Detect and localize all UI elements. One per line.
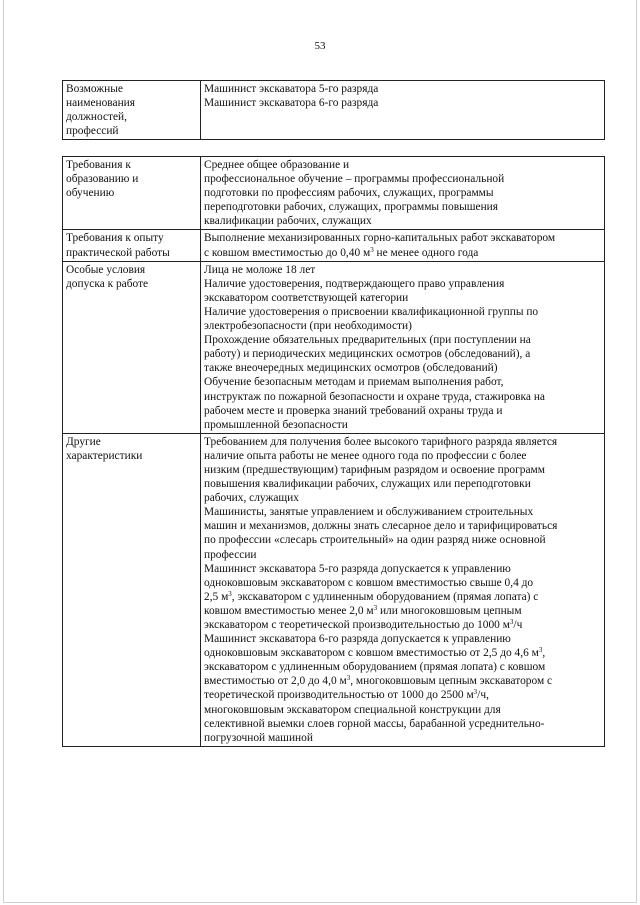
value-line: инструктаж по пожарной безопасности и охране труда, стажировка на (204, 390, 545, 403)
value-line: работу) и периодических медицинских осмотров (обследований), а (204, 348, 531, 361)
text-run: , (542, 647, 546, 660)
text-run: наличие опыта работы не менее одного года по профессии с более (204, 449, 527, 462)
value-line: Обучение безопасным методам и приемам выполнения работ, (204, 376, 504, 389)
text-run: с ковшом вместимостью до 0,40 м (204, 246, 371, 259)
value-line: профессиональное обучение – программы профессиональной (204, 173, 505, 186)
value-line: Наличие удостоверения о присвоении квалификационной группы по (204, 305, 539, 318)
value-line: промышленной безопасности (204, 418, 348, 431)
value-line (204, 590, 601, 604)
value-line: Среднее общее образование и (204, 159, 350, 171)
label-line: практической работы (66, 246, 170, 259)
text-run: одноковшовым экскаватором с ковшом вместимостью свыше 0,4 до (204, 576, 534, 589)
text-run: по профессии «слесарь строительный» на один разряд ниже основной (204, 534, 546, 547)
text-run: Требованием для получения более высокого тарифного разряда является (204, 435, 558, 448)
text-run: Машинист экскаватора 6-го разряда допускается к управлению (204, 633, 511, 646)
superscript: 3 (538, 646, 543, 655)
education-value-cell (201, 157, 605, 230)
table-row (63, 230, 605, 261)
value-line (204, 646, 601, 660)
value-line: также внеочередных медицинских осмотров (обследований) (204, 362, 498, 375)
text-run: экскаватором с теоретической производительностью до 1000 м (204, 619, 510, 631)
value-line (204, 717, 601, 731)
value-line (204, 688, 601, 702)
text-run: погрузочной машиной (204, 731, 313, 744)
label-line: образованию и (66, 173, 139, 186)
value-line (204, 604, 601, 618)
admission-value-cell (201, 261, 605, 433)
other-label-cell (63, 433, 201, 746)
text-run: или многоковшовым цепным (377, 604, 522, 617)
value-line (204, 660, 601, 674)
label-line: обучению (66, 187, 115, 200)
label-line: Возможные (66, 83, 123, 95)
superscript: 3 (228, 589, 232, 598)
superscript: 3 (509, 618, 514, 626)
value-line (204, 548, 601, 562)
value-line: Машинист экскаватора 6-го разряда (204, 97, 379, 110)
value-line (204, 477, 601, 491)
value-line (204, 632, 601, 646)
label-line: Требования к (66, 159, 131, 171)
experience-value-cell (201, 230, 605, 261)
text-run: ковшом вместимостью менее 2,0 м (204, 604, 374, 617)
label-line: Требования к опыту (66, 232, 164, 245)
text-run: /ч, (477, 689, 489, 702)
value-line (204, 491, 601, 505)
admission-label-cell (63, 261, 201, 433)
label-line: характеристики (66, 449, 143, 462)
text-run: низким (предшествующим) тарифным разрядом и освоение программ (204, 463, 545, 476)
label-line: профессий (66, 125, 119, 138)
table-row (63, 157, 605, 230)
text-run: , многоковшовым цепным экскаватором с (350, 675, 553, 688)
value-line (204, 519, 601, 533)
value-line (204, 703, 601, 717)
table-row (63, 433, 605, 746)
table-row (63, 261, 605, 433)
value-line: Машинист экскаватора 5-го разряда (204, 83, 379, 95)
superscript: 3 (373, 603, 378, 612)
text-run: повышения квалификации рабочих, служащих или переподготовки (204, 478, 531, 491)
label-line: Особые условия (66, 263, 146, 276)
text-run: , экскаватором с удлиненным оборудованием (прямая лопата) с (231, 590, 539, 603)
label-line: должностей, (66, 111, 128, 124)
value-line (204, 674, 601, 688)
text-run: профессии (204, 548, 257, 561)
text-run: машин и механизмов, должны знать слесарное дело и тарифицироваться (204, 520, 558, 533)
value-line: Прохождение обязательных предварительных (при поступлении на (204, 334, 531, 347)
requirements-table (62, 156, 605, 747)
text-run: Машинисты, занятые управлением и обслуживанием строительных (204, 506, 534, 519)
label-line: допуска к работе (66, 277, 149, 290)
text-run: Машинист экскаватора 5-го разряда допускается к управлению (204, 562, 511, 575)
positions-label-cell (63, 81, 201, 140)
text-run: многоковшовым экскаватором специальной конструкции для (204, 703, 501, 716)
text-run: не менее одного года (373, 246, 479, 259)
value-line (204, 562, 601, 576)
text-run: /ч (513, 619, 523, 631)
value-line: рабочем месте и проверка знаний требований охраны труда и (204, 404, 503, 417)
value-line: квалификации рабочих, служащих (204, 215, 372, 228)
value-line: электробезопасности (при необходимости) (204, 320, 412, 333)
value-line: Лица не моложе 18 лет (204, 263, 316, 276)
education-label-cell (63, 157, 201, 230)
experience-label-cell (63, 230, 201, 261)
value-line (204, 576, 601, 590)
value-line: экскаватором соответствующей категории (204, 291, 409, 304)
value-line (204, 731, 601, 745)
other-value-cell (201, 433, 605, 746)
text-run: 2,5 м (204, 590, 229, 603)
value-line: переподготовки рабочих, служащих, программы повышения (204, 201, 499, 214)
value-line (204, 618, 601, 632)
value-line (204, 246, 601, 260)
value-line (204, 449, 601, 463)
positions-value-cell (201, 81, 605, 140)
table-row (63, 81, 605, 140)
superscript: 3 (346, 674, 351, 683)
text-run: рабочих, служащих (204, 492, 299, 505)
text-run: экскаватором с удлиненным оборудованием (прямая лопата) с ковшом (204, 661, 546, 674)
label-line: Другие (66, 435, 101, 448)
value-line: подготовки по профессиям рабочих, служащих, программы (204, 187, 494, 200)
page-number: 53 (314, 40, 326, 52)
text-run: вместимостью от 2,0 до 4,0 м (204, 675, 347, 688)
positions-table (62, 80, 605, 140)
value-line: Выполнение механизированных горно-капитальных работ экскаватором (204, 232, 556, 245)
value-line (204, 435, 601, 449)
text-run: одноковшовым экскаватором с ковшом вместимостью от 2,5 до 4,6 м (204, 647, 539, 660)
text-run: селективной выемки слоев горной массы, барабанной усреднительно- (204, 717, 545, 730)
superscript: 3 (473, 688, 478, 697)
value-line: Наличие удостоверения, подтверждающего право управления (204, 277, 505, 290)
value-line (204, 533, 601, 547)
label-line: наименования (66, 97, 136, 110)
superscript: 3 (370, 245, 374, 254)
value-line (204, 463, 601, 477)
value-line (204, 505, 601, 519)
text-run: теоретической производительностью от 1000 до 2500 м (204, 689, 474, 702)
